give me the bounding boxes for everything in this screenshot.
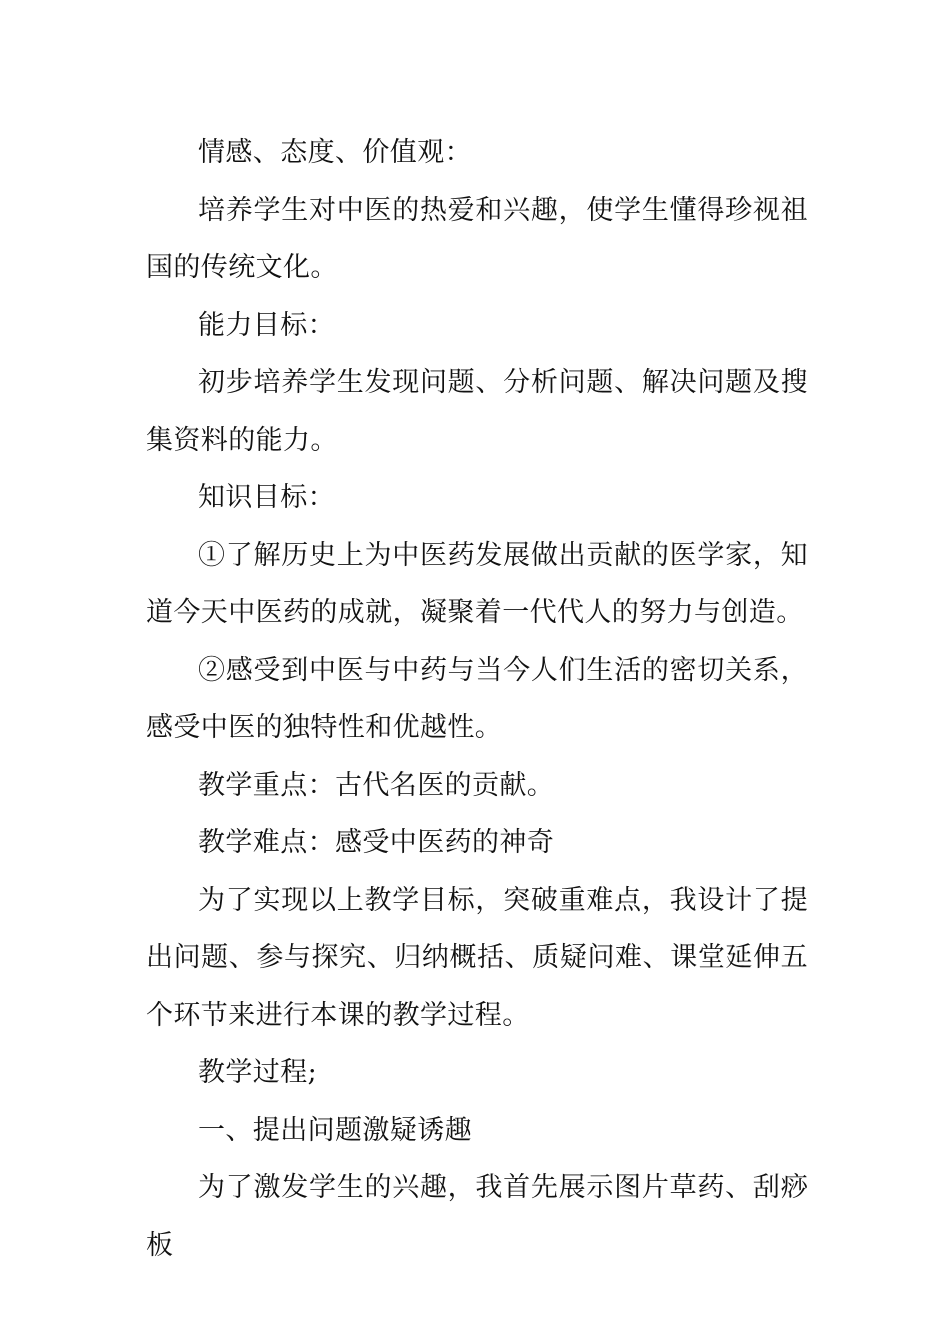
document-body: [146, 124, 808, 1274]
paragraph-knowledge-goal-2: ②感受到中医与中药与当今人们生活的密切关系，感受中医的独特性和优越性。: [146, 654, 808, 743]
paragraph-emotion-goal: 培养学生对中医的热爱和兴趣，使学生懂得珍视祖国的传统文化。: [146, 194, 808, 283]
paragraph-knowledge-goal-heading: 知识目标：: [198, 482, 335, 513]
paragraph-knowledge-goal-1: ①了解历史上为中医药发展做出贡献的医学家，知道今天中医药的成就，凝聚着一代代人的努力与创造。: [146, 539, 808, 628]
paragraph-emotion-attitude-values-heading: 情感、态度、价值观：: [198, 137, 472, 168]
paragraph-teaching-process-heading: 教学过程;: [198, 1057, 318, 1088]
paragraph-ability-goal: 初步培养学生发现问题、分析问题、解决问题及搜集资料的能力。: [146, 367, 808, 456]
paragraph-teaching-difficulty: 教学难点：感受中医药的神奇: [198, 827, 555, 858]
paragraph-teaching-focus: 教学重点：古代名医的贡献。: [198, 769, 555, 801]
paragraph-teaching-design: 为了实现以上教学目标，突破重难点，我设计了提出问题、参与探究、归纳概括、质疑问难、课堂延伸五个环节来进行本课的教学过程。: [146, 884, 808, 1031]
paragraph-section-one-heading: 一、提出问题激疑诱趣: [198, 1114, 472, 1146]
paragraph-ability-goal-heading: 能力目标：: [198, 309, 335, 341]
paragraph-section-one-body: 为了激发学生的兴趣，我首先展示图片草药、刮痧板: [146, 1172, 808, 1261]
